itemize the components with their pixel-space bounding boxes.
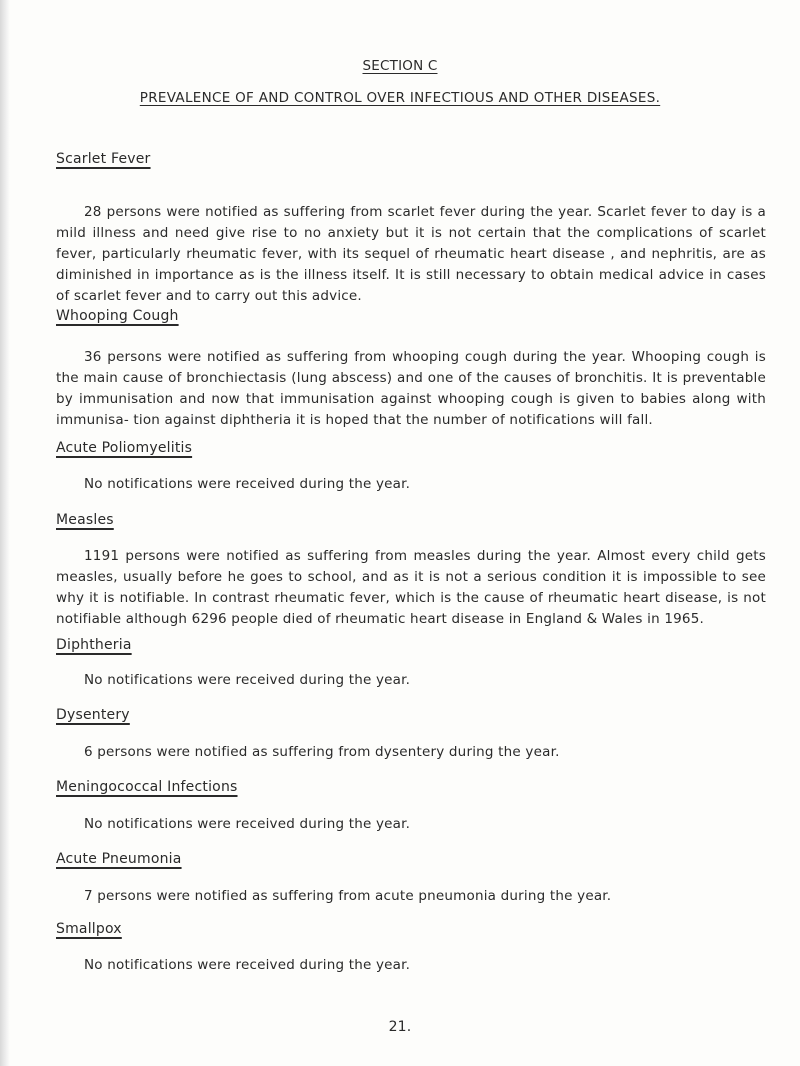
heading-dysentery: Dysentery: [56, 707, 130, 723]
section-whooping-cough: [56, 347, 766, 431]
text-dysentery: 6 persons were notified as suffering from dysentery during the year.: [84, 744, 560, 760]
heading-whooping-cough: Whooping Cough: [56, 308, 179, 324]
text-meningococcal-infections: No notifications were received during the year.: [84, 816, 411, 832]
section-scarlet-fever: [56, 202, 766, 307]
text-smallpox: No notifications were received during the year.: [84, 957, 411, 973]
section-label: [0, 58, 800, 74]
heading-measles: Measles: [56, 512, 114, 528]
document-title: [0, 90, 800, 106]
scan-shadow-edge: [0, 0, 10, 1066]
section-label-text: SECTION C: [362, 58, 438, 74]
paragraph-whooping-cough: 36 persons were notified as suffering from whooping cough during the year. Whooping cough is the main cause of bronchiectasis (lung abscess) and one of the causes of bronchitis. It is preventable by immunisation and now that immunisation against whooping cough is given to babies along with immunisa- tion against diphtheria it is hoped that the number of notifications will fall.: [56, 349, 766, 428]
heading-meningococcal-infections: Meningococcal Infections: [56, 779, 238, 795]
text-acute-poliomyelitis: No notifications were received during the year.: [84, 476, 411, 492]
section-measles: [56, 546, 766, 630]
heading-smallpox: Smallpox: [56, 921, 122, 937]
heading-acute-poliomyelitis: Acute Poliomyelitis: [56, 440, 193, 456]
page-number: 21.: [388, 1019, 412, 1035]
heading-diphtheria: Diphtheria: [56, 637, 132, 653]
text-acute-pneumonia: 7 persons were notified as suffering from acute pneumonia during the year.: [84, 888, 612, 904]
paragraph-scarlet-fever: 28 persons were notified as suffering from scarlet fever during the year. Scarlet fever to day is a mild illness and need give rise to no anxiety but it is not certain that the complications of scarlet fever, particularly rheumatic fever, with its sequel of rheumatic heart disease , and nephritis, are as diminished in importance as is the illness itself. It is still necessary to obtain medical advice in cases of scarlet fever and to carry out this advice.: [56, 204, 766, 304]
paragraph-measles: 1191 persons were notified as suffering from measles during the year. Almost every child gets measles, usually before he goes to school, and as it is not a serious condition it is impossible to see why it is notifiable. In contrast rheumatic fever, which is the cause of rheumatic heart disease, is not notifiable although 6296 people died of rheumatic heart disease in England & Wales in 1965.: [56, 548, 766, 627]
document-title-text: PREVALENCE OF AND CONTROL OVER INFECTIOUS AND OTHER DISEASES.: [139, 90, 661, 106]
heading-scarlet-fever: Scarlet Fever: [56, 151, 151, 167]
text-diphtheria: No notifications were received during the year.: [84, 672, 411, 688]
heading-acute-pneumonia: Acute Pneumonia: [56, 851, 182, 867]
